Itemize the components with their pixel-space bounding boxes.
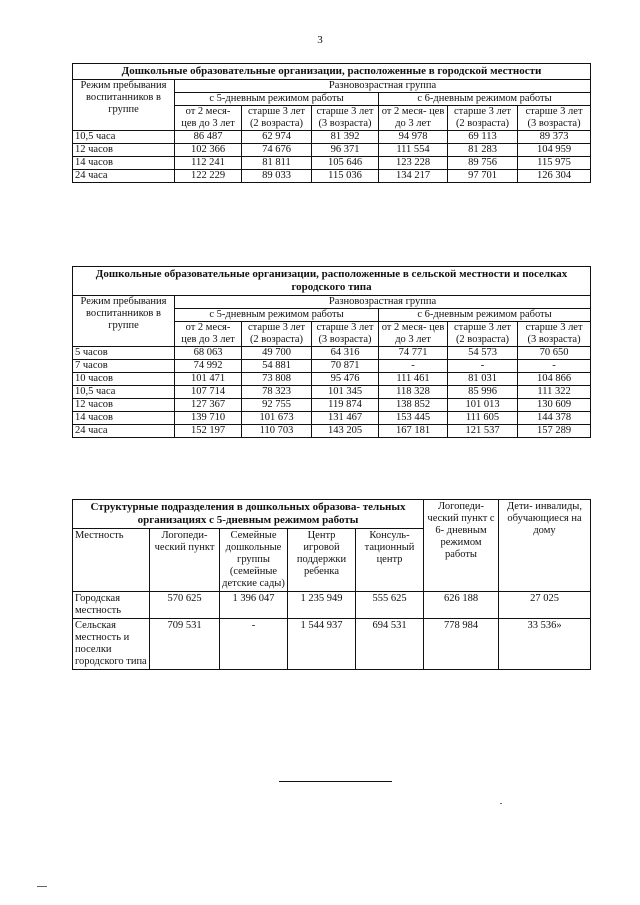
value-cell: 1 396 047 (220, 592, 288, 619)
locality-header: Местность (73, 529, 150, 592)
value-cell: 157 289 (518, 425, 591, 438)
value-cell: 101 471 (175, 373, 242, 386)
value-cell: 122 229 (175, 170, 242, 183)
value-cell: 81 283 (448, 144, 518, 157)
value-cell: 127 367 (175, 399, 242, 412)
value-cell: - (379, 360, 448, 373)
value-cell: 104 959 (518, 144, 591, 157)
value-cell: 70 650 (518, 347, 591, 360)
week6-header: с 6-дневным режимом работы (379, 309, 591, 322)
value-cell: 49 700 (242, 347, 312, 360)
table-row (73, 373, 591, 386)
value-cell: 104 866 (518, 373, 591, 386)
value-cell: 123 228 (379, 157, 448, 170)
locality-cell: Городская местность (73, 592, 150, 619)
table-row (73, 619, 591, 670)
value-cell: 74 676 (242, 144, 312, 157)
table-row (73, 347, 591, 360)
value-cell: - (518, 360, 591, 373)
value-cell: 78 323 (242, 386, 312, 399)
value-cell: 131 467 (312, 412, 379, 425)
group-header: Разновозрастная группа (175, 80, 591, 93)
age-header: старше 3 лет (2 возраста) (242, 106, 312, 131)
value-cell: 73 808 (242, 373, 312, 386)
column-header: Консуль- тационный центр (356, 529, 424, 592)
value-cell: 81 811 (242, 157, 312, 170)
value-cell: 153 445 (379, 412, 448, 425)
value-cell: 694 531 (356, 619, 424, 670)
age-header: от 2 меся- цев до 3 лет (379, 322, 448, 347)
rural-fee-table (72, 266, 591, 438)
rural-table-title: Дошкольные образовательные организации, расположенные в сельской местности и поселках городского типа (73, 267, 591, 296)
value-cell: 778 984 (424, 619, 499, 670)
mode-cell: 10 часов (73, 373, 175, 386)
column-header: Центр игровой поддержки ребенка (288, 529, 356, 592)
value-cell: 96 371 (312, 144, 379, 157)
locality-cell: Сельская местность и поселки городского типа (73, 619, 150, 670)
mode-header: Режим пребывания воспитанников в группе (73, 296, 175, 347)
value-cell: 97 701 (448, 170, 518, 183)
mode-cell: 5 часов (73, 347, 175, 360)
value-cell: 33 536» (499, 619, 591, 670)
value-cell: 139 710 (175, 412, 242, 425)
value-cell: 89 756 (448, 157, 518, 170)
week5-header: с 5-дневным режимом работы (175, 309, 379, 322)
value-cell: - (220, 619, 288, 670)
column-header: Семейные дошкольные группы (семейные детские сады) (220, 529, 288, 592)
value-cell: 111 554 (379, 144, 448, 157)
age-header: старше 3 лет (3 возраста) (518, 106, 591, 131)
value-cell: 101 345 (312, 386, 379, 399)
mode-cell: 24 часа (73, 170, 175, 183)
value-cell: 101 673 (242, 412, 312, 425)
table-row (73, 412, 591, 425)
age-header: старше 3 лет (2 возраста) (448, 106, 518, 131)
table-row (73, 592, 591, 619)
value-cell: 126 304 (518, 170, 591, 183)
value-cell: 144 378 (518, 412, 591, 425)
value-cell: 121 537 (448, 425, 518, 438)
week6-header: с 6-дневным режимом работы (379, 93, 591, 106)
value-cell: 110 703 (242, 425, 312, 438)
value-cell: 54 881 (242, 360, 312, 373)
value-cell: 85 996 (448, 386, 518, 399)
value-cell: 130 609 (518, 399, 591, 412)
value-cell: 1 235 949 (288, 592, 356, 619)
mode-cell: 14 часов (73, 157, 175, 170)
mode-cell: 12 часов (73, 399, 175, 412)
value-cell: 54 573 (448, 347, 518, 360)
value-cell: 111 322 (518, 386, 591, 399)
structural-units-table (72, 499, 591, 670)
mode-cell: 10,5 часа (73, 386, 175, 399)
age-header: старше 3 лет (3 возраста) (312, 322, 379, 347)
mode-cell: 14 часов (73, 412, 175, 425)
mode-cell: 12 часов (73, 144, 175, 157)
value-cell: 27 025 (499, 592, 591, 619)
table-row (73, 170, 591, 183)
footer-divider (279, 781, 392, 782)
speech-6day-header: Логопеди- ческий пункт с 6- дневным режимом работы (424, 500, 499, 592)
value-cell: 68 063 (175, 347, 242, 360)
value-cell: 92 755 (242, 399, 312, 412)
urban-table-title: Дошкольные образовательные организации, расположенные в городской местности (73, 64, 591, 80)
value-cell: 70 871 (312, 360, 379, 373)
table-row (73, 131, 591, 144)
value-cell: 95 476 (312, 373, 379, 386)
value-cell: 138 852 (379, 399, 448, 412)
column-header: Логопеди- ческий пункт (150, 529, 220, 592)
value-cell: 81 392 (312, 131, 379, 144)
age-header: старше 3 лет (3 возраста) (518, 322, 591, 347)
value-cell: 626 188 (424, 592, 499, 619)
age-header: старше 3 лет (2 возраста) (448, 322, 518, 347)
value-cell: 570 625 (150, 592, 220, 619)
value-cell: 134 217 (379, 170, 448, 183)
value-cell: 555 625 (356, 592, 424, 619)
scan-speck (37, 886, 47, 887)
value-cell: - (448, 360, 518, 373)
table-row (73, 157, 591, 170)
table-row (73, 399, 591, 412)
mode-header: Режим пребывания воспитанников в группе (73, 80, 175, 131)
value-cell: 107 714 (175, 386, 242, 399)
value-cell: 74 992 (175, 360, 242, 373)
value-cell: 111 605 (448, 412, 518, 425)
value-cell: 709 531 (150, 619, 220, 670)
value-cell: 143 205 (312, 425, 379, 438)
value-cell: 167 181 (379, 425, 448, 438)
urban-fee-table (72, 63, 591, 183)
value-cell: 74 771 (379, 347, 448, 360)
table-row (73, 144, 591, 157)
structural-table-title: Структурные подразделения в дошкольных образова- тельных организациях с 5-дневным режимом работы (73, 500, 424, 529)
age-header: от 2 меся- цев до 3 лет (175, 322, 242, 347)
value-cell: 89 033 (242, 170, 312, 183)
value-cell: 105 646 (312, 157, 379, 170)
age-header: старше 3 лет (3 возраста) (312, 106, 379, 131)
table-row (73, 360, 591, 373)
value-cell: 119 874 (312, 399, 379, 412)
age-header: от 2 меся- цев до 3 лет (175, 106, 242, 131)
value-cell: 94 978 (379, 131, 448, 144)
value-cell: 64 316 (312, 347, 379, 360)
table-row (73, 386, 591, 399)
value-cell: 81 031 (448, 373, 518, 386)
value-cell: 101 013 (448, 399, 518, 412)
value-cell: 69 113 (448, 131, 518, 144)
value-cell: 152 197 (175, 425, 242, 438)
value-cell: 112 241 (175, 157, 242, 170)
value-cell: 89 373 (518, 131, 591, 144)
value-cell: 111 461 (379, 373, 448, 386)
value-cell: 115 975 (518, 157, 591, 170)
value-cell: 115 036 (312, 170, 379, 183)
value-cell: 118 328 (379, 386, 448, 399)
value-cell: 62 974 (242, 131, 312, 144)
value-cell: 86 487 (175, 131, 242, 144)
mode-cell: 7 часов (73, 360, 175, 373)
value-cell: 1 544 937 (288, 619, 356, 670)
mode-cell: 10,5 часа (73, 131, 175, 144)
mode-cell: 24 часа (73, 425, 175, 438)
scan-speck (500, 803, 502, 804)
group-header: Разновозрастная группа (175, 296, 591, 309)
week5-header: с 5-дневным режимом работы (175, 93, 379, 106)
value-cell: 102 366 (175, 144, 242, 157)
age-header: от 2 меся- цев до 3 лет (379, 106, 448, 131)
disabled-children-header: Дети- инвалиды, обучающиеся на дому (499, 500, 591, 592)
age-header: старше 3 лет (2 возраста) (242, 322, 312, 347)
page-number: 3 (317, 34, 323, 46)
table-row (73, 425, 591, 438)
